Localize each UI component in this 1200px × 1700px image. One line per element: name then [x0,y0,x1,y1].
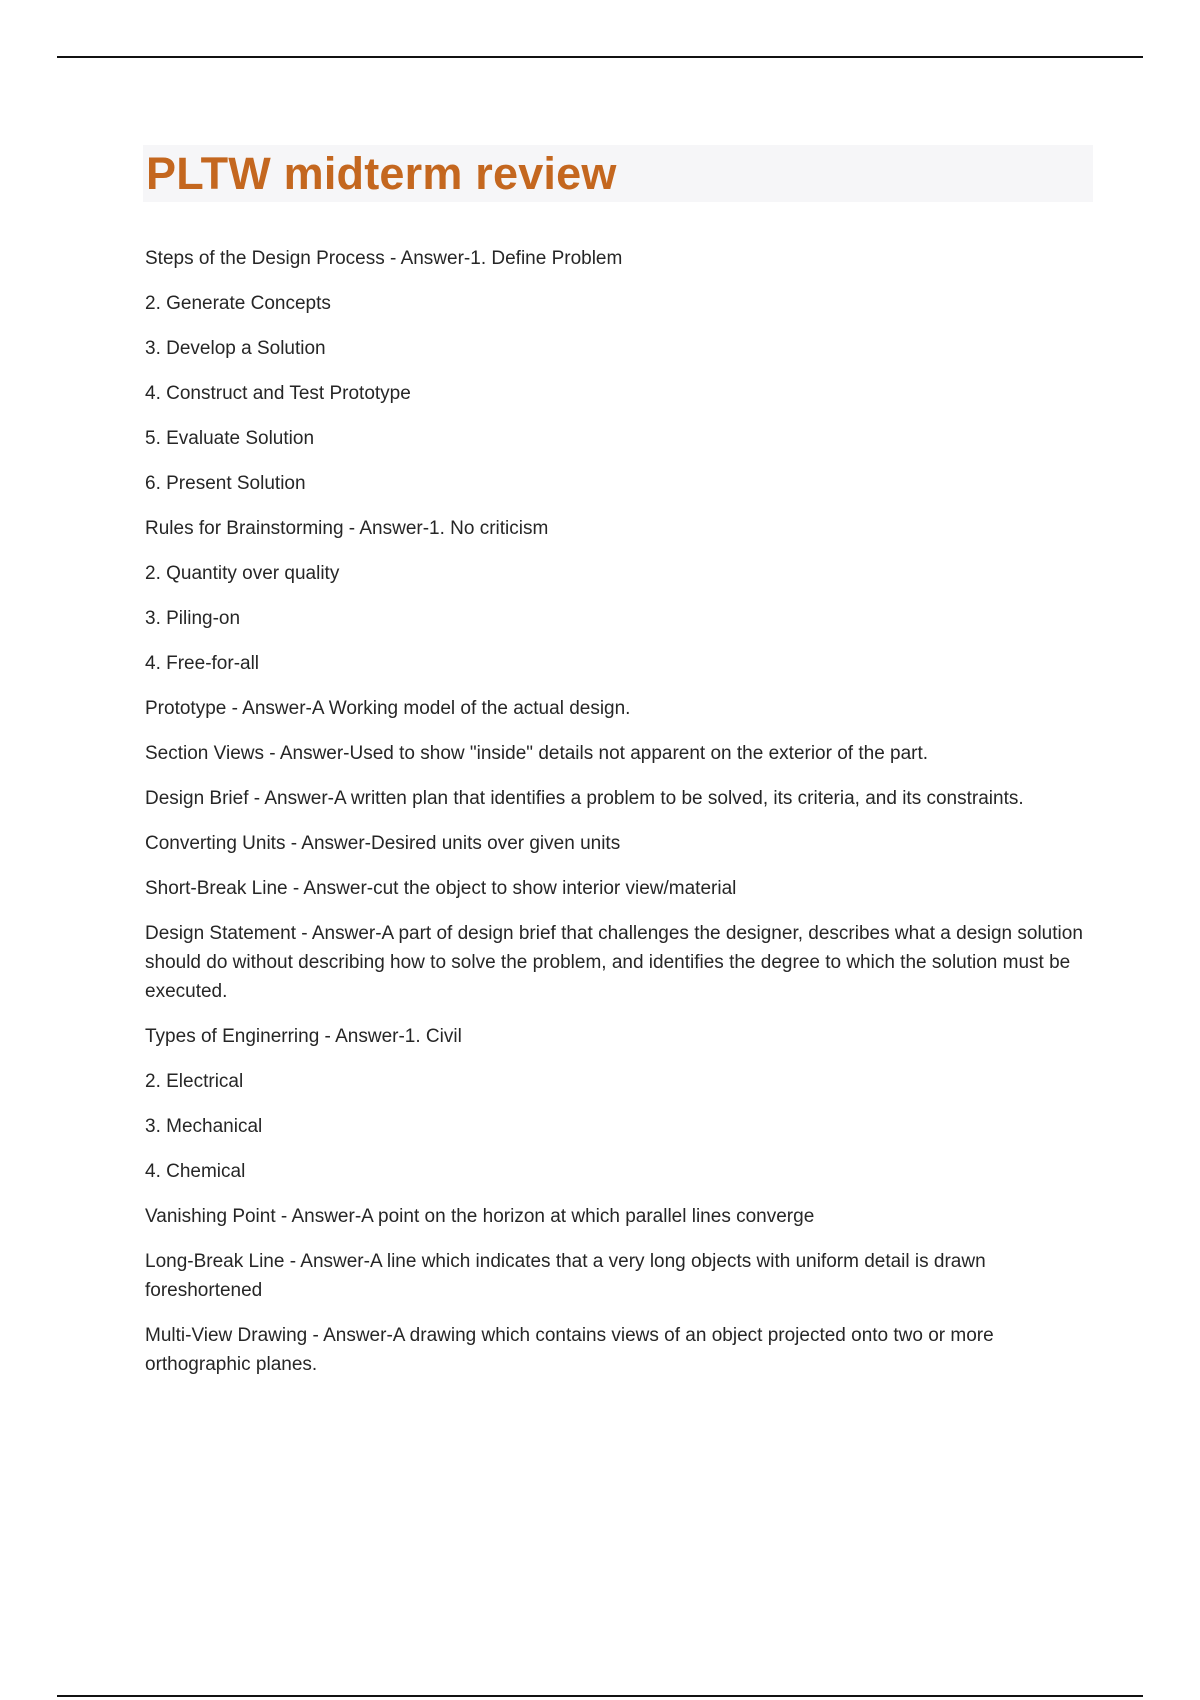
text-line: 3. Piling-on [145,608,241,629]
text-line: 4. Chemical [145,1161,246,1182]
review-content [145,244,1085,1379]
text-line: Steps of the Design Process - Answer-1. Define Problem [145,248,623,269]
page-title: PLTW midterm review [146,148,617,199]
text-line: 3. Develop a Solution [145,338,326,359]
text-line: Section Views - Answer-Used to show "inside" details not apparent on the exterior of the part. [145,743,929,764]
text-line: 2. Quantity over quality [145,563,340,584]
text-line: Vanishing Point - Answer-A point on the horizon at which parallel lines converge [145,1206,815,1227]
text-line: Multi-View Drawing - Answer-A drawing which contains views of an object projected onto two or more orthographic planes. [145,1325,994,1375]
text-line: 2. Electrical [145,1071,244,1092]
text-line: 4. Free-for-all [145,653,260,674]
text-line: 5. Evaluate Solution [145,428,315,449]
text-line: Short-Break Line - Answer-cut the object to show interior view/material [145,878,737,899]
text-line: Prototype - Answer-A Working model of the actual design. [145,698,631,719]
text-line: 2. Generate Concepts [145,293,331,314]
text-line: 4. Construct and Test Prototype [145,383,411,404]
text-line: 6. Present Solution [145,473,306,494]
text-line: Types of Enginerring - Answer-1. Civil [145,1026,462,1047]
text-line: Long-Break Line - Answer-A line which indicates that a very long objects with uniform detail is drawn foreshortened [145,1251,986,1301]
top-rule [57,56,1143,58]
text-line: 3. Mechanical [145,1116,263,1137]
text-line: Design Brief - Answer-A written plan that identifies a problem to be solved, its criteria, and its constraints. [145,788,1024,809]
text-line: Design Statement - Answer-A part of design brief that challenges the designer, describes what a design solution should do without describing how to solve the problem, and identifies the degree to which the solution must be executed. [145,923,1083,1002]
text-line: Rules for Brainstorming - Answer-1. No criticism [145,518,549,539]
bottom-rule [57,1695,1143,1697]
text-line: Converting Units - Answer-Desired units over given units [145,833,621,854]
